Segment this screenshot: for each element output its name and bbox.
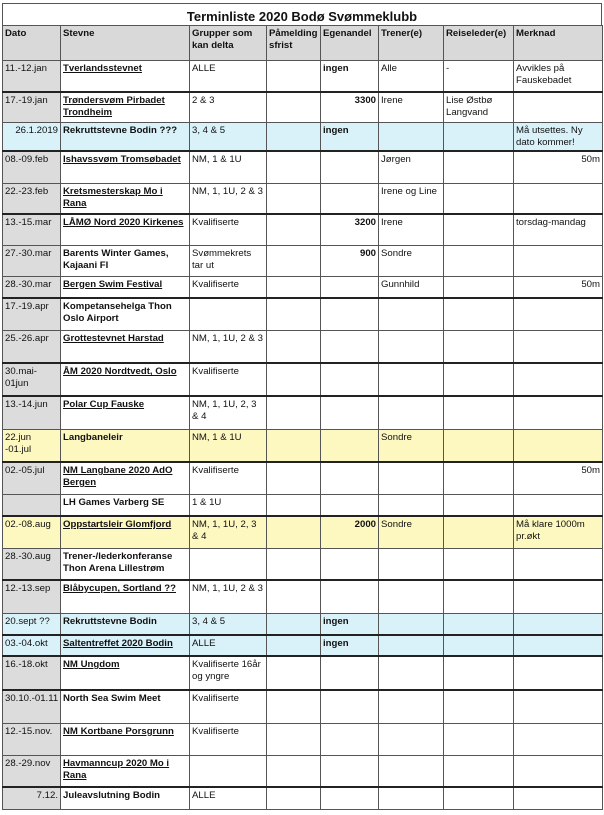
cell-merknad [514, 723, 603, 755]
cell-dato [3, 494, 61, 516]
cell-egenandel [321, 787, 379, 809]
cell-merknad [514, 245, 603, 276]
cell-trener: Irene [379, 92, 444, 123]
schedule-sheet [2, 3, 602, 810]
cell-egenandel: 3200 [321, 214, 379, 245]
cell-pamelding [267, 516, 321, 548]
cell-trener [379, 613, 444, 635]
cell-pamelding [267, 276, 321, 298]
header-trener: Trener(e) [379, 26, 444, 61]
cell-trener: Jørgen [379, 151, 444, 183]
cell-trener [379, 787, 444, 809]
cell-reiseleder [444, 613, 514, 635]
cell-stevne: North Sea Swim Meet [61, 690, 190, 723]
header-merknad: Merknad [514, 26, 603, 61]
cell-reiseleder [444, 548, 514, 580]
cell-grupper [190, 298, 267, 330]
cell-trener: Sondre [379, 429, 444, 462]
cell-stevne: Trøndersvøm Pirbadet Trondheim [61, 92, 190, 123]
cell-merknad: 50m [514, 462, 603, 494]
table-row [3, 580, 603, 613]
cell-reiseleder [444, 245, 514, 276]
cell-pamelding [267, 330, 321, 363]
cell-grupper: NM, 1, 1U, 2 & 3 [190, 580, 267, 613]
cell-trener [379, 548, 444, 580]
cell-reiseleder [444, 494, 514, 516]
cell-pamelding [267, 396, 321, 429]
cell-reiseleder [444, 363, 514, 396]
cell-egenandel [321, 462, 379, 494]
cell-dato: 22.jun -01.jul [3, 429, 61, 462]
cell-dato: 28.-29.nov [3, 755, 61, 787]
cell-pamelding [267, 123, 321, 152]
cell-merknad [514, 613, 603, 635]
table-row [3, 396, 603, 429]
cell-dato: 12.-13.sep [3, 580, 61, 613]
table-row [3, 298, 603, 330]
header-pamelding: Påmelding sfrist [267, 26, 321, 61]
cell-egenandel: 900 [321, 245, 379, 276]
header-egenandel: Egenandel [321, 26, 379, 61]
cell-stevne: Rekruttstevne Bodin [61, 613, 190, 635]
cell-egenandel [321, 690, 379, 723]
cell-stevne: Tverlandsstevnet [61, 61, 190, 92]
cell-trener [379, 363, 444, 396]
cell-grupper: NM, 1 & 1U [190, 151, 267, 183]
cell-merknad [514, 92, 603, 123]
cell-pamelding [267, 613, 321, 635]
cell-pamelding [267, 61, 321, 92]
cell-grupper: ALLE [190, 635, 267, 656]
table-row [3, 183, 603, 214]
table-row [3, 214, 603, 245]
cell-reiseleder [444, 276, 514, 298]
cell-egenandel [321, 580, 379, 613]
cell-merknad [514, 330, 603, 363]
table-row [3, 635, 603, 656]
cell-egenandel: 2000 [321, 516, 379, 548]
cell-trener [379, 330, 444, 363]
cell-trener [379, 462, 444, 494]
cell-grupper: Svømmekrets tar ut [190, 245, 267, 276]
cell-stevne: Polar Cup Fauske [61, 396, 190, 429]
cell-egenandel [321, 330, 379, 363]
cell-grupper [190, 755, 267, 787]
cell-reiseleder [444, 214, 514, 245]
cell-egenandel [321, 494, 379, 516]
cell-merknad: Må klare 1000m pr.økt [514, 516, 603, 548]
cell-merknad [514, 429, 603, 462]
cell-egenandel [321, 151, 379, 183]
cell-grupper: Kvalifiserte [190, 276, 267, 298]
cell-dato: 26.1.2019 [3, 123, 61, 152]
cell-reiseleder [444, 183, 514, 214]
header-dato: Dato [3, 26, 61, 61]
cell-dato: 7.12. [3, 787, 61, 809]
schedule-table [2, 25, 603, 810]
cell-dato: 16.-18.okt [3, 656, 61, 690]
cell-merknad [514, 690, 603, 723]
cell-egenandel: ingen [321, 635, 379, 656]
cell-trener [379, 723, 444, 755]
cell-reiseleder [444, 656, 514, 690]
cell-grupper: 3, 4 & 5 [190, 123, 267, 152]
cell-merknad: torsdag-mandag [514, 214, 603, 245]
cell-stevne: Trener-/lederkonferanse Thon Arena Lillestrøm [61, 548, 190, 580]
cell-stevne: Kretsmesterskap Mo i Rana [61, 183, 190, 214]
cell-trener [379, 580, 444, 613]
cell-merknad [514, 787, 603, 809]
cell-egenandel [321, 429, 379, 462]
cell-stevne: Bergen Swim Festival [61, 276, 190, 298]
cell-reiseleder: Lise Østbø Langvand [444, 92, 514, 123]
cell-egenandel [321, 548, 379, 580]
cell-reiseleder [444, 330, 514, 363]
cell-egenandel [321, 276, 379, 298]
cell-merknad [514, 548, 603, 580]
table-row [3, 787, 603, 809]
table-row [3, 723, 603, 755]
cell-trener [379, 755, 444, 787]
cell-stevne: Grottestevnet Harstad [61, 330, 190, 363]
cell-stevne: Langbaneleir [61, 429, 190, 462]
cell-dato: 02.-08.aug [3, 516, 61, 548]
cell-egenandel [321, 363, 379, 396]
cell-egenandel [321, 298, 379, 330]
cell-stevne: Ishavssvøm Tromsøbadet [61, 151, 190, 183]
cell-pamelding [267, 656, 321, 690]
cell-grupper: NM, 1, 1U, 2 & 3 [190, 183, 267, 214]
cell-dato: 13.-15.mar [3, 214, 61, 245]
cell-stevne: LÅMØ Nord 2020 Kirkenes [61, 214, 190, 245]
cell-pamelding [267, 298, 321, 330]
cell-pamelding [267, 723, 321, 755]
cell-reiseleder [444, 429, 514, 462]
cell-merknad: 50m [514, 276, 603, 298]
header-stevne: Stevne [61, 26, 190, 61]
cell-merknad: 50m [514, 151, 603, 183]
cell-stevne: NM Kortbane Porsgrunn [61, 723, 190, 755]
cell-dato: 30.10.-01.11 [3, 690, 61, 723]
cell-trener [379, 396, 444, 429]
cell-pamelding [267, 245, 321, 276]
cell-dato: 12.-15.nov. [3, 723, 61, 755]
table-row [3, 151, 603, 183]
cell-dato: 20.sept ?? [3, 613, 61, 635]
cell-reiseleder [444, 723, 514, 755]
table-row [3, 123, 603, 152]
cell-dato: 25.-26.apr [3, 330, 61, 363]
cell-stevne: ÅM 2020 Nordtvedt, Oslo [61, 363, 190, 396]
cell-egenandel [321, 723, 379, 755]
cell-dato: 02.-05.jul [3, 462, 61, 494]
cell-trener: Gunnhild [379, 276, 444, 298]
cell-pamelding [267, 494, 321, 516]
table-row [3, 276, 603, 298]
cell-trener: Sondre [379, 245, 444, 276]
table-row [3, 613, 603, 635]
table-row [3, 494, 603, 516]
cell-merknad [514, 494, 603, 516]
cell-grupper: ALLE [190, 787, 267, 809]
cell-grupper [190, 548, 267, 580]
cell-trener: Sondre [379, 516, 444, 548]
cell-grupper: 2 & 3 [190, 92, 267, 123]
cell-pamelding [267, 580, 321, 613]
cell-grupper: Kvalifiserte [190, 363, 267, 396]
cell-stevne: Saltentreffet 2020 Bodin [61, 635, 190, 656]
cell-dato: 28.-30.mar [3, 276, 61, 298]
cell-pamelding [267, 462, 321, 494]
cell-reiseleder [444, 516, 514, 548]
cell-pamelding [267, 92, 321, 123]
cell-dato: 30.mai-01jun [3, 363, 61, 396]
table-row [3, 92, 603, 123]
cell-grupper: Kvalifiserte [190, 690, 267, 723]
cell-egenandel [321, 656, 379, 690]
cell-merknad [514, 580, 603, 613]
cell-egenandel: ingen [321, 613, 379, 635]
table-row [3, 656, 603, 690]
cell-dato: 27.-30.mar [3, 245, 61, 276]
cell-stevne: Rekruttstevne Bodin ??? [61, 123, 190, 152]
cell-reiseleder [444, 123, 514, 152]
cell-dato: 17.-19.apr [3, 298, 61, 330]
cell-pamelding [267, 690, 321, 723]
cell-pamelding [267, 151, 321, 183]
cell-dato: 28.-30.aug [3, 548, 61, 580]
cell-merknad [514, 656, 603, 690]
cell-egenandel [321, 183, 379, 214]
cell-merknad [514, 396, 603, 429]
cell-grupper: Kvalifiserte [190, 214, 267, 245]
cell-dato: 03.-04.okt [3, 635, 61, 656]
cell-grupper: Kvalifiserte [190, 462, 267, 494]
cell-pamelding [267, 787, 321, 809]
cell-egenandel: ingen [321, 61, 379, 92]
cell-grupper: Kvalifiserte [190, 723, 267, 755]
cell-reiseleder [444, 787, 514, 809]
cell-merknad [514, 363, 603, 396]
cell-merknad: Må utsettes. Ny dato kommer! [514, 123, 603, 152]
header-reiseleder: Reiseleder(e) [444, 26, 514, 61]
cell-grupper: NM, 1 & 1U [190, 429, 267, 462]
cell-reiseleder [444, 151, 514, 183]
cell-grupper: NM, 1, 1U, 2, 3 & 4 [190, 396, 267, 429]
cell-stevne: NM Ungdom [61, 656, 190, 690]
cell-merknad [514, 183, 603, 214]
cell-dato: 08.-09.feb [3, 151, 61, 183]
cell-dato: 13.-14.jun [3, 396, 61, 429]
table-row [3, 429, 603, 462]
table-row [3, 363, 603, 396]
header-grupper: Grupper som kan delta [190, 26, 267, 61]
table-row [3, 548, 603, 580]
cell-grupper: NM, 1, 1U, 2, 3 & 4 [190, 516, 267, 548]
cell-trener [379, 298, 444, 330]
cell-trener [379, 656, 444, 690]
cell-pamelding [267, 183, 321, 214]
cell-trener [379, 123, 444, 152]
cell-reiseleder: - [444, 61, 514, 92]
cell-merknad [514, 755, 603, 787]
cell-reiseleder [444, 635, 514, 656]
cell-grupper: 3, 4 & 5 [190, 613, 267, 635]
table-row [3, 755, 603, 787]
cell-reiseleder [444, 298, 514, 330]
cell-stevne: LH Games Varberg SE [61, 494, 190, 516]
table-row [3, 690, 603, 723]
cell-dato: 11.-12.jan [3, 61, 61, 92]
cell-merknad [514, 298, 603, 330]
cell-stevne: Blåbycupen, Sortland ?? [61, 580, 190, 613]
table-row [3, 330, 603, 363]
table-row [3, 516, 603, 548]
cell-reiseleder [444, 396, 514, 429]
cell-pamelding [267, 635, 321, 656]
cell-grupper: 1 & 1U [190, 494, 267, 516]
header-row [3, 26, 603, 61]
cell-pamelding [267, 214, 321, 245]
cell-stevne: NM Langbane 2020 AdO Bergen [61, 462, 190, 494]
cell-grupper: NM, 1, 1U, 2 & 3 [190, 330, 267, 363]
cell-trener [379, 690, 444, 723]
cell-stevne: Oppstartsleir Glomfjord [61, 516, 190, 548]
cell-trener [379, 494, 444, 516]
cell-trener: Irene [379, 214, 444, 245]
cell-pamelding [267, 363, 321, 396]
cell-reiseleder [444, 580, 514, 613]
cell-trener [379, 635, 444, 656]
cell-pamelding [267, 429, 321, 462]
cell-egenandel [321, 755, 379, 787]
cell-dato: 17.-19.jan [3, 92, 61, 123]
cell-reiseleder [444, 462, 514, 494]
cell-pamelding [267, 548, 321, 580]
cell-grupper: ALLE [190, 61, 267, 92]
cell-dato: 22.-23.feb [3, 183, 61, 214]
page-title: Terminliste 2020 Bodø Svømmeklubb [2, 3, 602, 25]
cell-stevne: Havmanncup 2020 Mo i Rana [61, 755, 190, 787]
cell-stevne: Juleavslutning Bodin [61, 787, 190, 809]
cell-merknad: Avvikles på Fauskebadet [514, 61, 603, 92]
cell-egenandel: 3300 [321, 92, 379, 123]
table-row [3, 462, 603, 494]
table-row [3, 61, 603, 92]
cell-egenandel [321, 396, 379, 429]
cell-merknad [514, 635, 603, 656]
cell-egenandel: ingen [321, 123, 379, 152]
table-row [3, 245, 603, 276]
cell-trener: Irene og Line [379, 183, 444, 214]
cell-reiseleder [444, 690, 514, 723]
cell-pamelding [267, 755, 321, 787]
cell-stevne: Kompetansehelga Thon Oslo Airport [61, 298, 190, 330]
cell-stevne: Barents Winter Games, Kajaani FI [61, 245, 190, 276]
cell-grupper: Kvalifiserte 16år og yngre [190, 656, 267, 690]
cell-reiseleder [444, 755, 514, 787]
cell-trener: Alle [379, 61, 444, 92]
